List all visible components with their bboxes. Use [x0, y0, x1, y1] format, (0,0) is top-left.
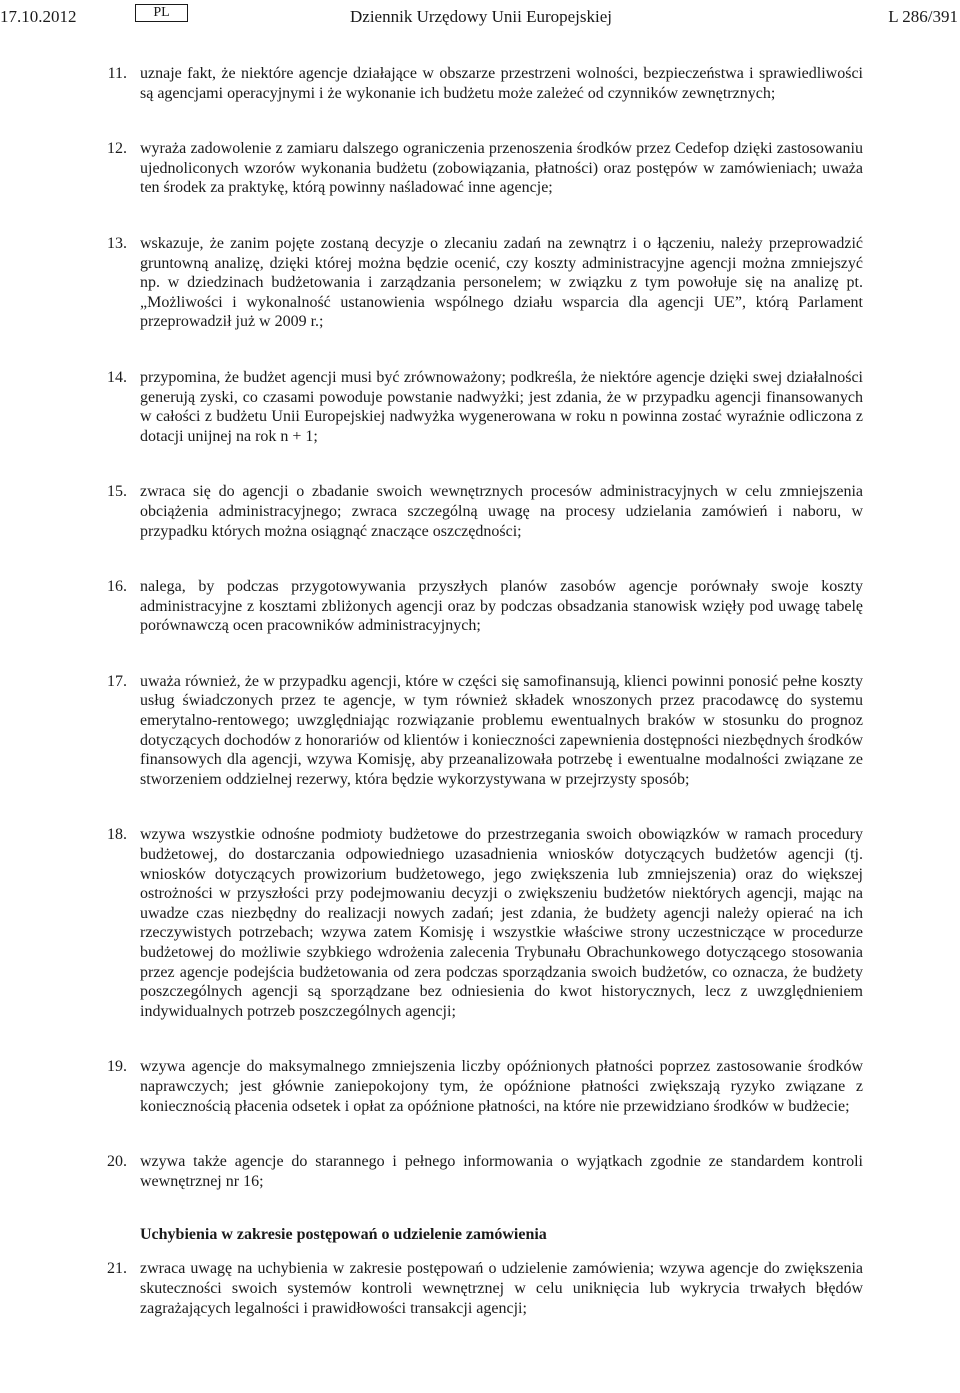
paragraph-item: [95, 825, 863, 1021]
paragraph-item: [95, 672, 863, 790]
paragraph-text: przypomina, że budżet agencji musi być zrównoważony; podkreśla, że niektóre agencje dzięki swej działalności generują zyski, co czasami powoduje powstanie nadwyżki; jest zdania, że w przypadku agencji finansowanych w całości z budżetu Unii Europejskiej nadwyżka wygenerowana w roku n powinna zostać wyraźnie odliczona z dotacji unijnej na rok n + 1;: [140, 368, 863, 445]
paragraph-item: [95, 577, 863, 636]
paragraph-text: wzywa wszystkie odnośne podmioty budżetowe do przestrzegania swoich obowiązków w ramach procedury budżetowej, do dostarczania odpowiedniego uzasadnienia wniosków dotyczących budżetów agencji (tj. wniosków dotyczących prowizorium budżetowego, jego zwiększenia lub zmniejszenia) oraz do większej ostrożności w przyszłości przy podejmowaniu decyzji o zwiększeniu budżetów niektórych agencji, mając na uwadze czas niezbędny do realizacji nowych zadań; jest zdania, że budżety agencji należy opierać na ich rzeczywistych potrzebach; wzywa zatem Komisję i wszystkie właściwe strony uczestniczące w procedurze budżetowej do możliwie szybkiego wdrożenia zalecenia Trybunału Obrachunkowego dotyczącego stosowania przez agencje podejścia budżetowania od zera podczas sporządzania swoich budżetów, co oznacza, że budżety poszczególnych agencji są sporządzane bez odniesienia do kwot historycznych, lecz z uwzględnieniem indywidualnych potrzeb poszczególnych agencji;: [140, 826, 863, 1020]
language-badge: PL: [135, 4, 188, 22]
page-header: [0, 4, 960, 30]
paragraph-text: wzywa także agencje do starannego i pełnego informowania o wyjątkach zgodnie ze standardem kontroli wewnętrznej nr 16;: [140, 1153, 863, 1190]
paragraph-number: 17.: [107, 672, 127, 690]
paragraph-item: [95, 139, 863, 198]
paragraph-item: [95, 1152, 863, 1191]
paragraph-number: 21.: [107, 1260, 127, 1278]
paragraph-item: [95, 368, 863, 446]
paragraph-number: 19.: [107, 1058, 127, 1076]
document-body: [95, 64, 863, 1354]
paragraph-number: 15.: [107, 483, 127, 501]
paragraph-text: wskazuje, że zanim pojęte zostaną decyzje o zlecaniu zadań na zewnątrz i o łączeniu, należy przeprowadzić gruntowną analizę, dzięki której można będzie ocenić, czy koszty administracyjne agencji można zmniejszyć np. w dziedzinach budżetowania i zarządzania personelem; w związku z tym powołuje się na analizę pt. „Możliwości i wykonalność ustanowienia wspólnego działu wsparcia dla agencji UE”, którą Parlament przeprowadził już w 2009 r.;: [140, 234, 863, 331]
section-heading: Uchybienia w zakresie postępowań o udzielenie zamówienia: [140, 1226, 547, 1244]
paragraph-text: wzywa agencje do maksymalnego zmniejszenia liczby opóźnionych płatności poprzez zastosowanie środków naprawczych; jest głównie zaniepokojony tym, że opóźnione płatności zwiększają ryzyko związane z koniecznością płacenia odsetek i opłat za opóźnione płatności, na które nie przewidziano środków w budżecie;: [140, 1058, 863, 1115]
paragraph-item: [95, 64, 863, 103]
paragraph-number: 13.: [107, 234, 127, 252]
paragraph-item: [95, 234, 863, 332]
journal-title: Dziennik Urzędowy Unii Europejskiej: [350, 7, 613, 26]
paragraph-item: [95, 482, 863, 541]
publication-date: 17.10.2012: [0, 7, 77, 26]
paragraph-item: [95, 1259, 863, 1318]
paragraph-number: 11.: [107, 65, 127, 82]
paragraph-number: 18.: [107, 826, 127, 844]
paragraph-text: uważa również, że w przypadku agencji, które w części się samofinansują, klienci powinni ponosić pełne koszty usług świadczonych przez te agencje, w tym również składek wnoszonych przez pracodawcę do systemu emerytalno-rentowego; uwzględniając rozwiązanie problemu ewentualnych braków w stosunku do prognoz dotyczących dochodów z honorariów od klientów i konieczności zapewnienia dostępności niezbędnych środków finansowych dla agencji, wzywa Komisję, aby przeanalizowała potrzebę i ewentualne modalności związane ze stworzeniem oddzielnej rezerwy, która będzie wykorzystywana w przejrzysty sposób;: [140, 672, 863, 788]
paragraph-text: zwraca się do agencji o zbadanie swoich wewnętrznych procesów administracyjnych w celu zmniejszenia obciążenia administracyjnego; zwraca szczególną uwagę na procesy udzielania zamówień i naboru, w przypadku których można osiągnąć znaczące oszczędności;: [140, 483, 863, 540]
paragraph-text: zwraca uwagę na uchybienia w zakresie postępowań o udzielenie zamówienia; wzywa agencje do zwiększenia skuteczności swoich systemów kontroli wewnętrznej w celu uniknięcia lub wykrycia trwałych błędów zagrażających legalności i prawidłowości transakcji agencji;: [140, 1260, 863, 1317]
paragraph-number: 16.: [107, 578, 127, 596]
paragraph-text: uznaje fakt, że niektóre agencje działające w obszarze przestrzeni wolności, bezpieczeństwa i sprawiedliwości są agencjami operacyjnymi i że wykonanie ich budżetu może zależeć od czynników zewnętrznych;: [140, 65, 863, 102]
paragraph-text: wyraża zadowolenie z zamiaru dalszego ograniczenia przenoszenia środków przez Cedefop dzięki zastosowaniu ujednoliconych wzorów wykonania budżetu (zobowiązania, płatności) oraz postępów w zamówieniach; uważa ten środek za praktykę, którą powinny naśladować inne agencje;: [140, 140, 863, 197]
paragraph-number: 20.: [107, 1153, 127, 1171]
page-reference: L 286/391: [888, 7, 958, 26]
paragraph-item: [95, 1057, 863, 1116]
paragraph-number: 12.: [107, 140, 127, 158]
paragraph-number: 14.: [107, 368, 127, 386]
paragraph-text: nalega, by podczas przygotowywania przyszłych planów zasobów agencje porównały swoje koszty administracyjne z kosztami zbliżonych agencji oraz by podczas obsadzania stanowisk wzięły pod uwagę tabelę porównawczą ocen pracowników administracyjnych;: [140, 578, 863, 635]
